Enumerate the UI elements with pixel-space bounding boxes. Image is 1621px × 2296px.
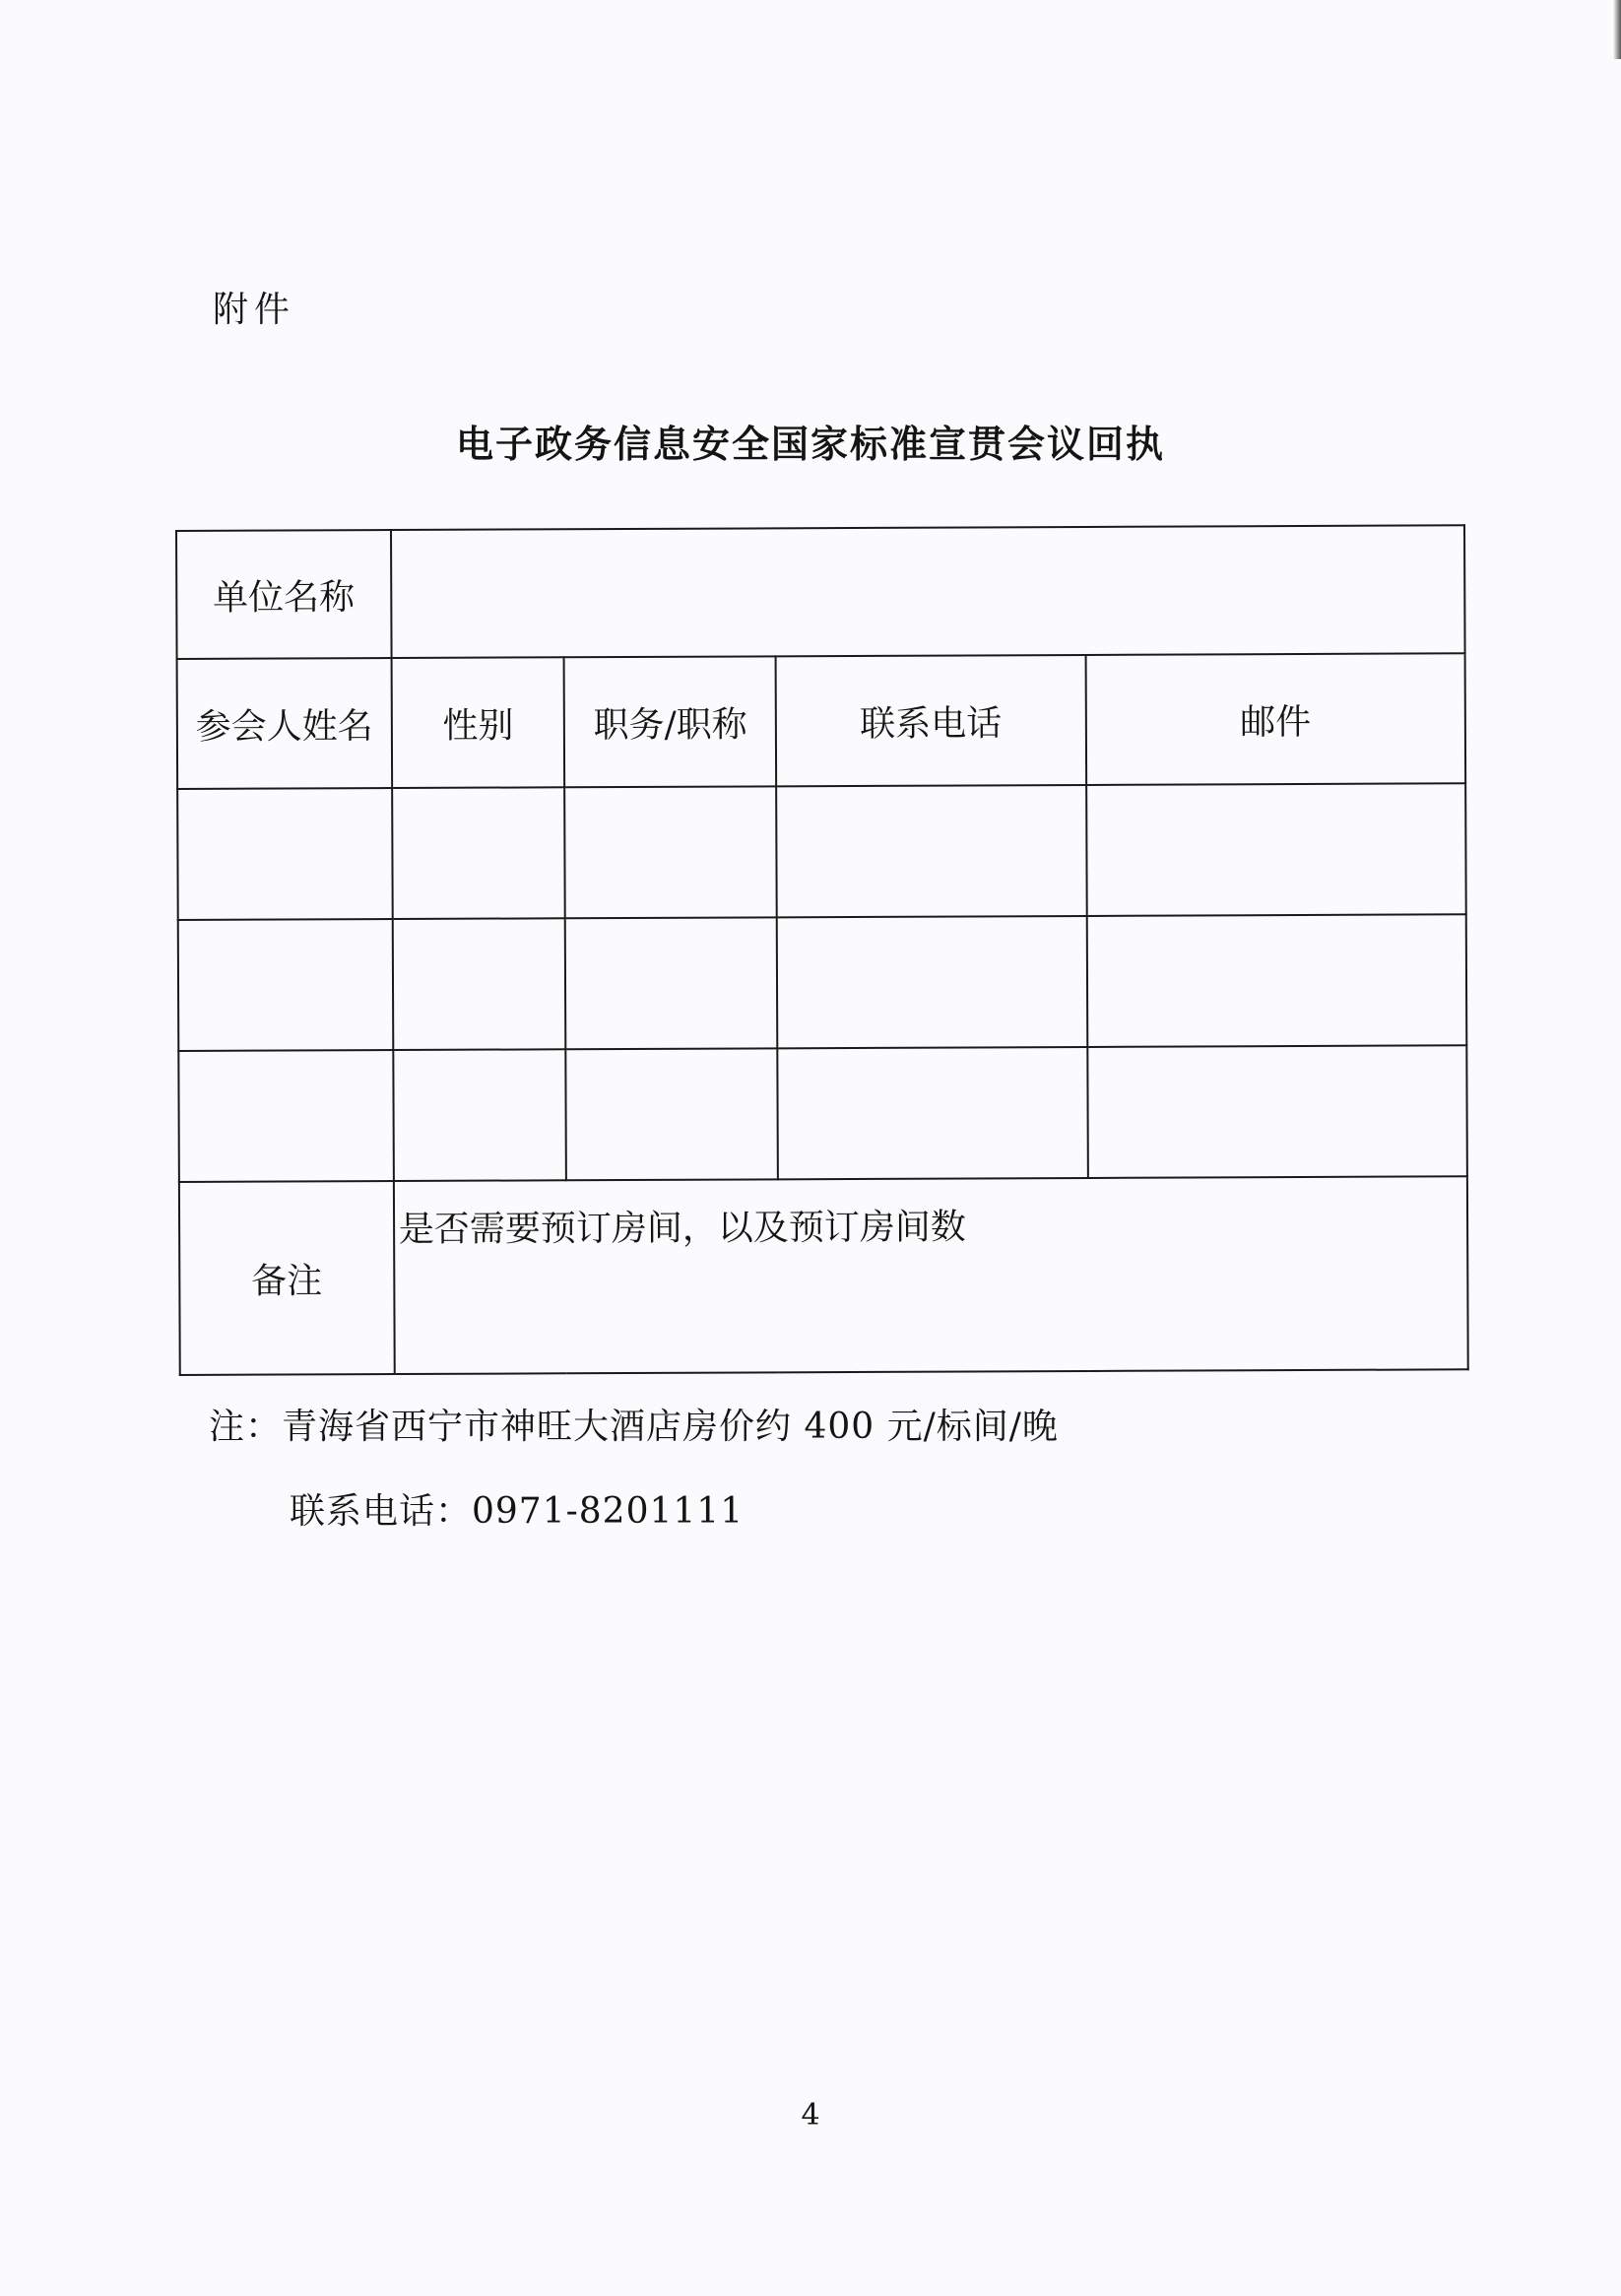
cell-email[interactable]: [1086, 914, 1466, 1047]
cell-position[interactable]: [566, 1048, 778, 1180]
page-number: 4: [801, 2098, 820, 2132]
scan-edge-shadow: [1613, 0, 1621, 59]
header-email: 邮件: [1085, 653, 1465, 785]
table-header-row: [177, 653, 1466, 789]
cell-position[interactable]: [565, 786, 777, 918]
cell-gender[interactable]: [392, 787, 565, 919]
cell-email[interactable]: [1087, 1045, 1467, 1178]
header-attendee-name: 参会人姓名: [177, 658, 392, 789]
footnote-phone: 联系电话：0971-8201111: [290, 1491, 745, 1532]
document-title: 电子政务信息安全国家标准宣贯会议回执: [455, 422, 1165, 466]
table-row: [178, 1045, 1467, 1182]
cell-phone[interactable]: [777, 916, 1087, 1048]
note-field[interactable]: 是否需要预订房间，以及预订房间数: [394, 1176, 1468, 1374]
cell-email[interactable]: [1086, 783, 1466, 916]
cell-phone[interactable]: [777, 1047, 1087, 1179]
cell-attendee-name[interactable]: [178, 919, 393, 1051]
cell-phone[interactable]: [776, 785, 1086, 917]
header-gender: 性别: [391, 657, 564, 788]
cell-gender[interactable]: [393, 1049, 566, 1181]
table-row: [178, 914, 1467, 1051]
cell-gender[interactable]: [392, 918, 565, 1050]
note-label: 备注: [179, 1181, 395, 1375]
header-position: 职务/职称: [564, 656, 776, 787]
org-value-field[interactable]: [391, 525, 1465, 658]
header-phone: 联系电话: [776, 655, 1086, 786]
attachment-label: 附件: [213, 290, 296, 330]
org-row: [176, 525, 1465, 659]
cell-attendee-name[interactable]: [178, 1050, 393, 1182]
org-label: 单位名称: [176, 530, 391, 659]
note-row: [179, 1176, 1468, 1375]
table-row: [177, 783, 1466, 920]
cell-position[interactable]: [565, 917, 777, 1049]
receipt-form-table: [175, 524, 1469, 1376]
cell-attendee-name[interactable]: [177, 788, 392, 920]
footnote-price: 注：青海省西宁市神旺大酒店房价约 400 元/标间/晚: [209, 1407, 1059, 1447]
